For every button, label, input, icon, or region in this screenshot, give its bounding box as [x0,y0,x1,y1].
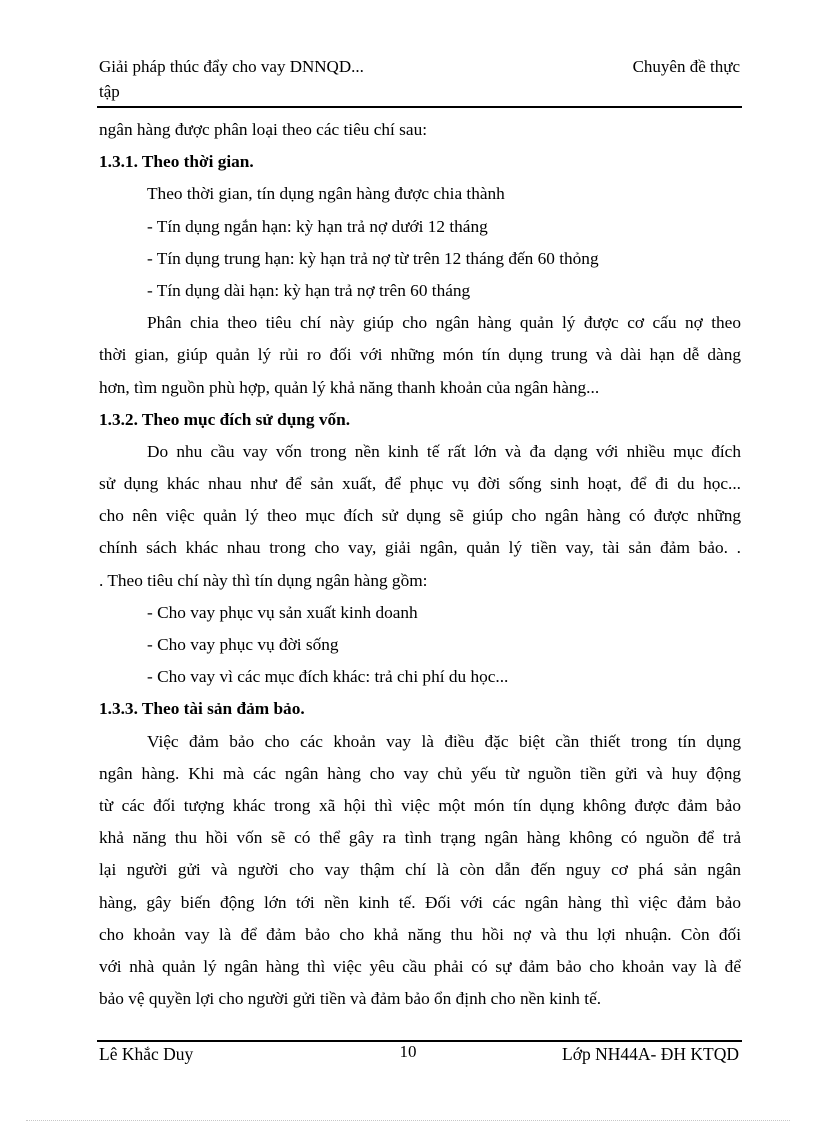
header-rule [97,106,742,108]
body-line: từ các đối tượng khác trong xã hội thì việc một món tín dụng không được đảm bảo [99,795,741,815]
body-line: hơn, tìm nguồn phù hợp, quản lý khả năng thanh khoản của ngân hàng... [99,377,600,397]
body-line: sử dụng khác nhau như để sản xuất, để phục vụ đời sống sinh hoạt, để đi du học... [99,474,741,494]
body-line: Việc đảm bảo cho các khoản vay là điều đặc biệt cần thiết trong tín dụng [147,731,741,751]
body-line: cho khoản vay là để đảm bảo cho khả năng thu hồi nợ và thu lợi nhuận. Còn đối [99,924,741,944]
header-doc-type-continued: tập [99,82,120,101]
body-line: Phân chia theo tiêu chí này giúp cho ngân hàng quản lý được cơ cấu nợ theo [147,313,741,333]
body-line: Do nhu cầu vay vốn trong nền kinh tế rất lớn và đa dạng với nhiều mục đích [147,441,741,461]
footer-author: Lê Khắc Duy [99,1044,194,1064]
list-item: - Cho vay phục vụ đời sống [147,635,339,654]
header-doc-type: Chuyên đề thực [632,57,740,76]
section-heading-1-3-3: 1.3.3. Theo tài sản đảm bảo. [99,699,305,719]
section-heading-1-3-1: 1.3.1. Theo thời gian. [99,152,254,172]
body-line: hàng, gây biến động lớn tới nền kinh tế. Đối với các ngân hàng thì việc đảm bảo [99,892,741,912]
list-item: - Tín dụng ngắn hạn: kỳ hạn trả nợ dưới 12 tháng [147,216,488,236]
page-number: 10 [399,1042,417,1061]
body-line: ngân hàng được phân loại theo các tiêu chí sau: [99,120,428,139]
body-line: khả năng thu hồi vốn sẽ có thể gây ra tình trạng ngân hàng không có nguồn để trả [99,828,741,848]
body-line: thời gian, giúp quản lý rủi ro đối với những món tín dụng trung và dài hạn dễ dàng [99,345,741,365]
page-edge-dotted-line [26,1120,790,1121]
list-item: - Cho vay phục vụ sản xuất kinh doanh [147,602,418,622]
section-heading-1-3-2: 1.3.2. Theo mục đích sử dụng vốn. [99,409,351,429]
body-line: với nhà quản lý ngân hàng thì việc yêu cầu phải có sự đảm bảo cho khoản vay là để [99,956,741,976]
body-line: ngân hàng. Khi mà các ngân hàng cho vay chủ yếu từ nguồn tiền gửi và huy động [99,763,741,783]
body-line: chính sách khác nhau trong cho vay, giải ngân, quản lý tiền vay, tài sản đảm bảo. . [99,538,741,558]
list-item: - Tín dụng dài hạn: kỳ hạn trả nợ trên 60 tháng [147,280,471,300]
body-line: Theo thời gian, tín dụng ngân hàng được chia thành [147,184,505,204]
footer-class: Lớp NH44A- ĐH KTQD [562,1044,739,1064]
body-line: lại người gửi và người cho vay thậm chí là còn dẫn đến nguy cơ phá sản ngân [99,860,741,880]
body-line: bảo vệ quyền lợi cho người gửi tiền và đảm bảo ổn định cho nền kinh tế. [99,989,602,1009]
document-body [99,114,741,1015]
body-line: . Theo tiêu chí này thì tín dụng ngân hàng gồm: [99,570,428,590]
header-title: Giải pháp thúc đẩy cho vay DNNQD... [99,57,364,76]
body-line: cho nên việc quản lý theo mục đích sử dụng sẽ giúp cho ngân hàng có được những [99,506,741,526]
list-item: - Cho vay vì các mục đích khác: trả chi phí du học... [147,667,509,687]
list-item: - Tín dụng trung hạn: kỳ hạn trả nợ từ trên 12 tháng đến 60 thỏng [147,248,599,268]
